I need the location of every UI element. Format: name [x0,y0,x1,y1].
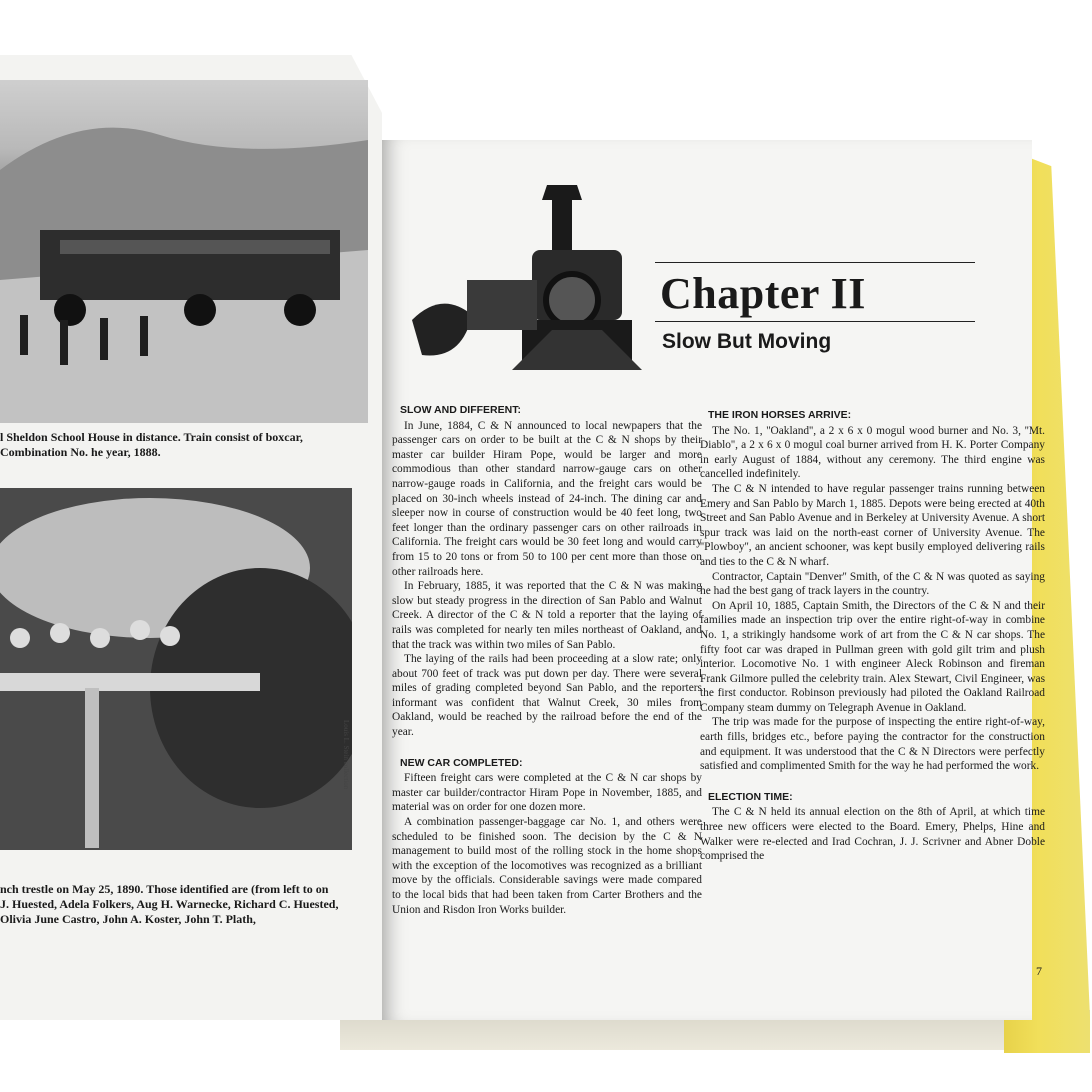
train-photo [0,80,368,423]
paragraph: On April 10, 1885, Captain Smith, the Directors of the C & N and their families made an inspection trip over the entire right-of-way in combine No. 1, a strikingly handsome work of art from the C & N car shops. The fifty foot car was draped in Pullman green with gold gilt trim and plush interior. Locomotive No. 1 with engineer Aleck Robinson and fireman Frank Gilmore pulled the celebrity train. Alex Stewart, Civil Engineer, was the first conductor. Robinson previously had piloted the Oakland Railroad Company steam dummy on Telegraph Avenue in Oakland. [700,599,1045,714]
paragraph: The No. 1, ''Oakland'', a 2 x 6 x 0 mogul wood burner and No. 3, ''Mt. Diablo'', a 2 x 6 x 0 mogul coal burner arrived from H. K. Porter Company in early August of 1884, without any ceremony. The third engine was cancelled indefinitely. [700,424,1045,481]
paragraph: Fifteen freight cars were completed at the C & N car shops by master car builder/contractor Hiram Pope in November, 1885, and material was on order for one dozen more. [392,772,702,814]
paragraph: The laying of the rails had been proceeding at a slow rate; only about 700 feet of track was put down per day. There were several miles of grading completed beyond San Pablo, and the reporters informant was confident that Walnut Creek, 30 miles from Oakland, would be reached by the railroad before the end of the year. [392,653,702,739]
section-heading-newcar: NEW CAR COMPLETED: [400,756,523,769]
paragraph: In June, 1884, C & N announced to local newpapers that the passenger cars on order to be built at the C & N shops by their master car builder Hiram Pope, would be larger and more commodious than other standard narrow-gauge cars on other narrow-gauge roads in California, and the freight cars would be placed on 30-inch wheels instead of 24-inch. The dining car and sleeper now in course of construction would be 40 feet long, two feet longer than the ordinary passenger cars on other railroads in California. The freight cars would be 30 feet long and would carry from 15 to 20 tons or from 50 to 100 per cent more than those on other railroads here. [392,419,702,578]
paragraph: The C & N intended to have regular passenger trains running between Emery and San Pablo by March 1, 1885. Depots were being erected at 40th Street and San Pablo Avenue and in Berkeley at University Avenue. A short spur track was laid on the north-east corner of University Avenue. The ''Plowboy'', an ancient schooner, was kept busily employed delivering rails and ties to the C & N wharf. [700,482,1045,568]
paragraph: Contractor, Captain ''Denver'' Smith, of the C & N was quoted as saying he had the best gang of track layers in the country. [700,570,1045,598]
text-column-right [700,408,1045,864]
paragraph: In February, 1885, it was reported that the C & N was making slow but steady progress in the direction of San Pablo and Walnut Creek. A director of the C & N told a reporter that the laying of rails was completed for nearly ten miles northeast of Oakland, and that the track was within two miles of San Pablo. [392,580,702,651]
page-number: 7 [1036,964,1042,978]
text-column-left [392,403,702,917]
trestle-photo-illustration [0,488,352,850]
section-heading-election: ELECTION TIME: [708,790,793,803]
paragraph: A combination passenger-baggage car No. 1, and others were scheduled to be finished soon. The decision by the C & N management to build most of the rolling stock in the home shops with the exception of the locomotives was recognized as a brilliant move by the officials. Considerable savings were made compared to the local bids that had been taken from Carter Brothers and the Union and Risdon Iron Works builder. [392,816,702,916]
section-heading-iron: THE IRON HORSES ARRIVE: [708,409,852,421]
title-rule-middle [655,321,975,322]
train-photo-illustration [0,80,368,423]
paragraph: The C & N held its annual election on the 8th of April, at which time three new officers were elected to the Board. Emery, Phelps, Hine and Walker were re-elected and Irad Cochran, J. J. Scrivner and Abner Doble comprised the [700,806,1045,863]
photo-caption-bottom: nch trestle on May 25, 1890. Those identified are (from left to on J. Huested, Adela Folkers, Aug H. Warnecke, Richard C. Huested, Olivia June Castro, John A. Koster, John T. Plath, [0,882,339,926]
locomotive-illustration [402,170,652,390]
photo-caption-top: l Sheldon School House in distance. Train consist of boxcar, Combination No. he year, 1888. [0,430,303,459]
chapter-title: Chapter II [660,269,866,318]
trestle-photo [0,488,352,850]
photo-credit: Louis L. Stein collection [342,720,350,790]
section-heading-slow: SLOW AND DIFFERENT: [400,404,521,416]
chapter-subtitle: Slow But Moving [662,330,832,353]
title-rule-top [655,262,975,263]
paragraph: The trip was made for the purpose of inspecting the entire right-of-way, earth fills, bridges etc., before paying the contractor for the construction and equipment. It was understood that the C & N Directors were perfectly satisfied and complimented Smith for the way he had performed the work. [700,716,1045,773]
